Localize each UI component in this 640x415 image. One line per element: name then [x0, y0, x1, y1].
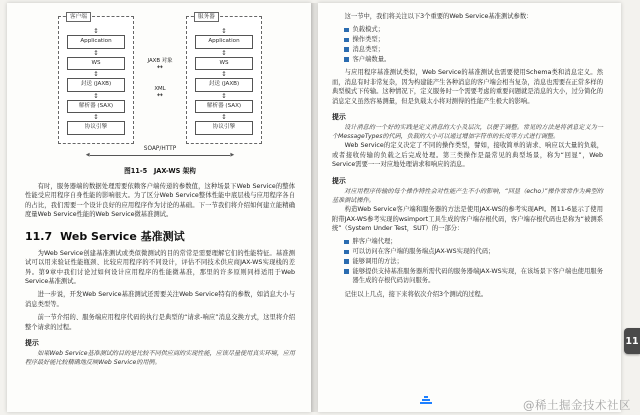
stack-item: [195, 113, 253, 135]
stack-item: [67, 113, 125, 135]
bullet-square-icon: [344, 47, 349, 52]
stack-item: [195, 70, 253, 92]
bullet-square-icon: [344, 38, 349, 43]
horizontal-arrow-icon: ↔: [157, 63, 163, 71]
client-label: 客户端: [66, 12, 91, 22]
list-item: [344, 55, 603, 65]
server-host-box: [186, 16, 262, 144]
diagram-inner: [25, 16, 295, 144]
server-label: 服务器: [194, 12, 219, 22]
paragraph: 进一步说，开发Web Service基准测试还需要关注Web Service特有的参数，如消息大小与消息类型等。: [25, 291, 295, 308]
book-spine-shadow: [311, 3, 318, 412]
figure-caption: 图11-5 JAX-WS 架构: [124, 166, 196, 175]
bus-arrow-line: [90, 155, 230, 156]
paragraph: 为Web Service创建基准测试或类似微测试的目的常常是需要理解它们的性能特征。基准测试可以用来验证性能瓶颈、比较应用程序的不同设计，评估不同技术供应商JAX-WS实现栈的差异。第9章中我们讨论过如何设计应用程序的性能微基准，那里的许多原则同样适用于Web Service基准测试。: [25, 249, 295, 286]
vertical-arrow-icon: ↕: [221, 91, 227, 100]
watermark-text: @稀土掘金技术社区: [523, 398, 631, 412]
paragraph: 构造Web Service客户端和服务器的方法是使用JAX-WS的参考实现API。图11-6显示了使用附带JAX-WS参考实现的wsimport工具生成的客户端存根代码，客户端存根代码也是称为“被测系统”（System Under Test，SUT）的一部分：: [332, 206, 603, 232]
stack-node: 解析器 (SAX): [67, 100, 125, 114]
vertical-arrow-icon: ↕: [221, 27, 227, 35]
server-stack: [195, 27, 253, 135]
section-title: Web Service 基准测试: [60, 229, 185, 243]
tip-box: [332, 111, 603, 141]
paragraph: Web Service的定义决定了不同的操作类型，譬如，接收简单的请求、响应以大量的负载，或者接收传输的负载之后完成处理。第三类操作是最常见的典型场景，称为“回显”，Web Service需要一一对应地处理请求和响应的消息。: [332, 142, 603, 169]
stack-node: 解析器 (SAX): [195, 100, 253, 114]
tip-label: 提示: [25, 339, 39, 348]
tip-label: 提示: [332, 176, 346, 185]
stack-node: 协议引擎: [195, 121, 253, 135]
horizontal-arrow-icon: ↔: [157, 91, 163, 99]
list-item-text: 操作类型；: [352, 36, 384, 44]
list-item-text: 负载模式；: [352, 26, 384, 34]
list-item-text: 客户端数量。: [352, 55, 391, 63]
stack-node: 协议引擎: [67, 121, 125, 135]
list-item: [344, 45, 603, 55]
stack-item: [67, 92, 125, 114]
vertical-arrow-icon: ↕: [93, 70, 99, 79]
bullet-square-icon: [344, 240, 349, 245]
right-page: [318, 3, 621, 412]
vertical-arrow-icon: ↕: [93, 27, 99, 35]
bullet-square-icon: [344, 269, 349, 274]
stack-node: WS: [67, 57, 125, 71]
bullet-square-icon: [344, 250, 349, 255]
list-item: [344, 35, 603, 45]
list-item-text: 消息类型；: [352, 45, 384, 53]
bullet-square-icon: [344, 259, 349, 264]
tip-box: [25, 337, 295, 367]
stack-item: [195, 49, 253, 71]
vertical-arrow-icon: ↕: [93, 48, 99, 57]
stack-item: [67, 49, 125, 71]
vertical-arrow-icon: ↕: [93, 113, 99, 122]
paragraph-params-lead: 这一节中，我们将关注以下3个重要的Web Service基准测试参数：: [344, 13, 533, 20]
vertical-arrow-icon: ↕: [221, 113, 227, 122]
xml-text: XML: [154, 86, 166, 92]
stack-node: 封送 (JAXB): [195, 78, 253, 92]
stack-item: [195, 92, 253, 114]
tip-box: [332, 175, 603, 205]
tip-label: 提示: [332, 113, 346, 122]
stack-item: [67, 27, 125, 49]
stack-item: [195, 27, 253, 49]
vertical-arrow-icon: ↕: [221, 48, 227, 57]
list-item: [344, 247, 603, 257]
stack-item: [67, 70, 125, 92]
soap-http-bus: [25, 146, 295, 161]
vertical-arrow-icon: ↕: [221, 70, 227, 79]
list-item: [344, 257, 603, 267]
section-number: 11.7: [25, 229, 53, 243]
bullet-square-icon: [344, 28, 349, 33]
tip-body: 如果Web Service基准测试的目的是比较不同供应商的实现性能，应该尽量使用真实环境，应用程序最好能比较精确地反映Web Service的用例。: [25, 350, 295, 367]
jaxb-object-label: [147, 56, 172, 71]
paragraph-intro: 有时，服务器端的数据处理需要依赖客户端传递的参数值，这种场景下Web Service的整体性能受应用程序自身性能的影响很大。为了区分Web Service整体性能中底层栈与应用程序各自的占比，我们需要一个设计良好的应用程序作为讨论的基础。下一节我们将介绍如何建立能精确度量Web Service性能的Web Service微基准测试。: [25, 182, 295, 219]
bullet-square-icon: [344, 57, 349, 62]
jaxws-architecture-diagram: [25, 16, 295, 175]
vertical-arrow-icon: ↕: [93, 91, 99, 100]
left-page: [7, 3, 311, 412]
soap-http-label: SOAP/HTTP: [143, 145, 177, 152]
stack-node: WS: [195, 57, 253, 71]
xml-label: [154, 86, 165, 99]
page-number-badge: 11: [624, 328, 640, 354]
juejin-logo-icon: [420, 396, 432, 406]
section-heading: [25, 228, 295, 244]
paragraph-closing: 记住以上几点，接下来将依次介绍3个测试的过程。: [344, 291, 488, 299]
list-item-text: 可以访问在客户端的服务端点JAX-WS实现的代码；: [352, 248, 495, 256]
paragraph: 前一节介绍的、服务端应用程序代码的执行是典型的“请求-响应”消息交换方式，这里将介绍整个请求的过程。: [25, 314, 295, 331]
list-item-text: 胖客户端代理；: [352, 238, 397, 246]
list-item-text: 能够提供支持基准服务器所需代码的服务器端JAX-WS实现，在该场景下客户端也使用服务器生成的存根代码访问服务。: [352, 267, 603, 285]
stack-node: 封送 (JAXB): [67, 78, 125, 92]
tip-body: 对应用程序传输的每个操作特性会对性能产生不小的影响，“回显（echo）”操作常常作为典型的基准测试操作。: [332, 187, 603, 204]
list-item: [344, 25, 603, 35]
client-stack: [67, 27, 125, 135]
list-item: [344, 237, 603, 247]
stack-node: Application: [195, 35, 253, 49]
list-item: [344, 267, 603, 287]
params-bullet-list: [332, 25, 603, 64]
list-item-text: 能够调用的方法；: [352, 257, 403, 265]
paragraph: 与应用程序基准测试类似，Web Service的基准测试也需要使用Schema类和消息定义。然而，消息有时非常复杂，因为构建能产生各种消息的客户端会相当复杂，消息也需要在正常多样的典型模式下传输。这种情况下，定义服务时一个需要考虑的重要问题就是消息的大小，过分简化的消息定义虽然容易测量，但是负载太小将对测得的性能产生极大的影响。: [332, 69, 603, 105]
client-includes-bullet-list: [332, 237, 603, 286]
client-host-box: [58, 16, 134, 144]
jaxb-object-text: JAXB 对象: [147, 58, 173, 64]
stack-node: Application: [67, 35, 125, 49]
tip-body: 设计消息的一个好的实践是定义消息的大小及层次，以便于调整。常见的方法是将消息定义为一个MessageTypes的代码，负载的大小可以通过增加字符串的长度等方式进行调整。: [332, 124, 603, 141]
